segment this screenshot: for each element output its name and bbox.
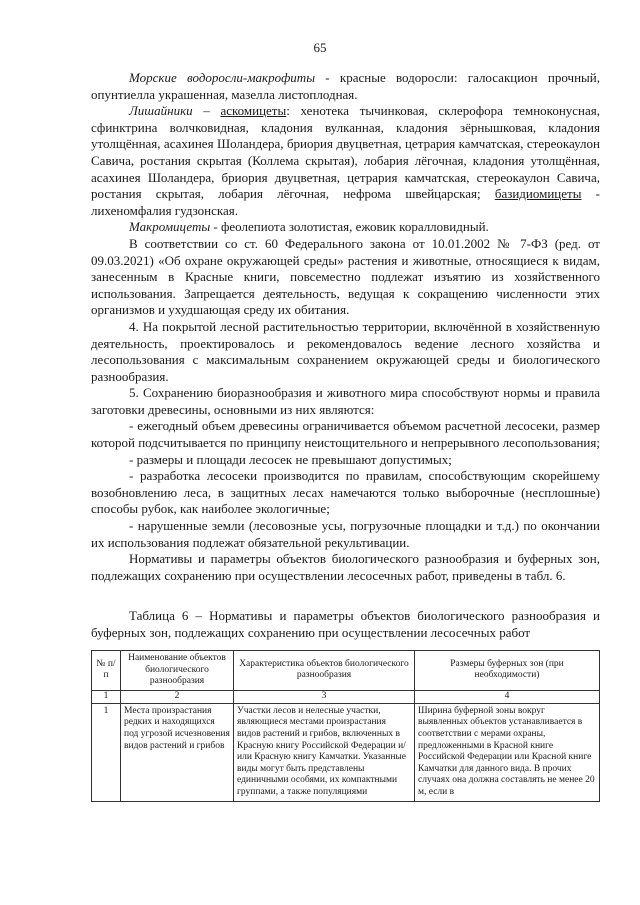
- term-macromycetes: Макромицеты: [129, 219, 211, 235]
- list-item-annual-volume: - ежегодный объем древесины ограничивается объемом расчетной лесосеки, размер которой подсчитывается по принципу неистощительного и непрерывного лесопользования;: [91, 418, 600, 451]
- column-number: 1: [92, 690, 121, 703]
- paragraph-text: - лихеномфалия гудзонская.: [91, 186, 600, 218]
- paragraph-text: - феолепиота золотистая, ежовик коралловидный.: [210, 219, 489, 235]
- list-item-disturbed-lands: - нарушенные земли (лесовозные усы, погрузочные площадки и т.д.) по окончании их использования подлежат обязательной рекультивации.: [91, 518, 600, 550]
- term-ascomycetes: аскомицеты: [220, 103, 287, 119]
- column-number-row: [92, 690, 600, 703]
- term-marine-algae: Морские водоросли-макрофиты: [129, 70, 315, 85]
- column-number: 4: [415, 690, 600, 703]
- paragraph-text: : хенотека тычинковая, склерофора темноконусная, сфинктрина волчковидная, кладония вулканная, кладония зёрнышковая, кладония утолщённая, асахинея Шоландера, бриория двуцветная, цетрария камчатская, стереокаулон Савича, ростания скрытая (Коллема скрытая), лобария лёгочная, кладония утолщённая, асахинея Шоландера, бриория двуцветная, цетрария камчатская, стереокаулон Савича, ростания скрытая, лобария лёгочная, нефрома швейцарская;: [91, 103, 601, 202]
- table-row: [92, 703, 600, 801]
- paragraph-macromycetes: [91, 219, 600, 236]
- paragraph-item-5: 5. Сохранению биоразнообразия и животного мира способствуют нормы и правила заготовки древесины, основными из них являются:: [91, 385, 600, 417]
- paragraph-marine-algae: [91, 70, 600, 103]
- header-object-name: Наименование объектов биологического разнообразия: [121, 651, 234, 691]
- term-basidiomycetes: базидиомицеты: [494, 186, 582, 202]
- document-body: [91, 70, 600, 642]
- table-header-row: [92, 651, 600, 691]
- header-characteristic: Характеристика объектов биологического разнообразия: [234, 651, 415, 691]
- page-number: 65: [313, 40, 327, 55]
- header-number: № п/п: [92, 651, 121, 691]
- list-item-cutting-area-size: - размеры и площади лесосек не превышают допустимых;: [129, 451, 452, 467]
- paragraph-lichens: [91, 103, 600, 219]
- cell-buffer-size: Ширина буферной зоны вокруг выявленных объектов устанавливается в соответствии с мерами охраны, предложенными в Красной книге Российской Федерации или Красной книге Камчатки для данного вида. В прочих случаях она должна составлять не менее 20 м, если в: [415, 703, 600, 801]
- paragraph-table-reference: Нормативы и параметры объектов биологического разнообразия и буферных зон, подлежащих сохранению при осуществлении лесосечных работ, приведены в табл. 6.: [91, 551, 600, 583]
- list-item-cutting-rules: - разработка лесосеки производится по правилам, способствующим скорейшему возобновлению леса, в защитных лесах намечаются только выборочные (несплошные) способы рубок, как наиболее экологичные;: [91, 468, 600, 517]
- column-number: 3: [234, 690, 415, 703]
- header-buffer-size: Размеры буферных зон (при необходимости): [415, 651, 600, 691]
- cell-object-name: Места произрастания редких и находящихся под угрозой исчезновения видов растений и грибов: [121, 703, 234, 801]
- paragraph-item-4: 4. На покрытой лесной растительностью территории, включённой в хозяйственную деятельность, проектировалось и рекомендовалось ведение лесного хозяйства и лесопользования с максимальным сохранением окружающей среды и биологического разнообразия.: [91, 318, 600, 384]
- paragraph-text: - красные водоросли: галосакцион прочный, опунтиелла украшенная, мазелла листоплодная.: [91, 70, 600, 102]
- column-number: 2: [121, 690, 234, 703]
- cell-characteristic: Участки лесов и нелесные участки, являющиеся местами произрастания видов растений и грибов, включенных в Красную книгу Российской Федерации и/или Красную книгу Камчатки. Указанные виды могут быть представлены единичными особями, их компактными группами, а также популяциями: [234, 703, 415, 801]
- cell-number: 1: [92, 703, 121, 801]
- biodiversity-table: [91, 650, 600, 802]
- term-lichens: Лишайники: [129, 103, 193, 119]
- table-caption: Таблица 6 – Нормативы и параметры объектов биологического разнообразия и буферных зон, подлежащих сохранению при осуществлении лесосечных работ: [91, 608, 600, 640]
- dash: –: [192, 103, 221, 119]
- paragraph-law: В соответствии со ст. 60 Федерального закона от 10.01.2002 № 7-ФЗ (ред. от 09.03.2021) «Об охране окружающей среды» растения и животные, относящиеся к видам, занесенным в Красные книги, повсеместно подлежат изъятию из хозяйственного использования. Запрещается деятельность, ведущая к сокращению численности этих организмов и ухудшающая среду их обитания.: [91, 235, 600, 318]
